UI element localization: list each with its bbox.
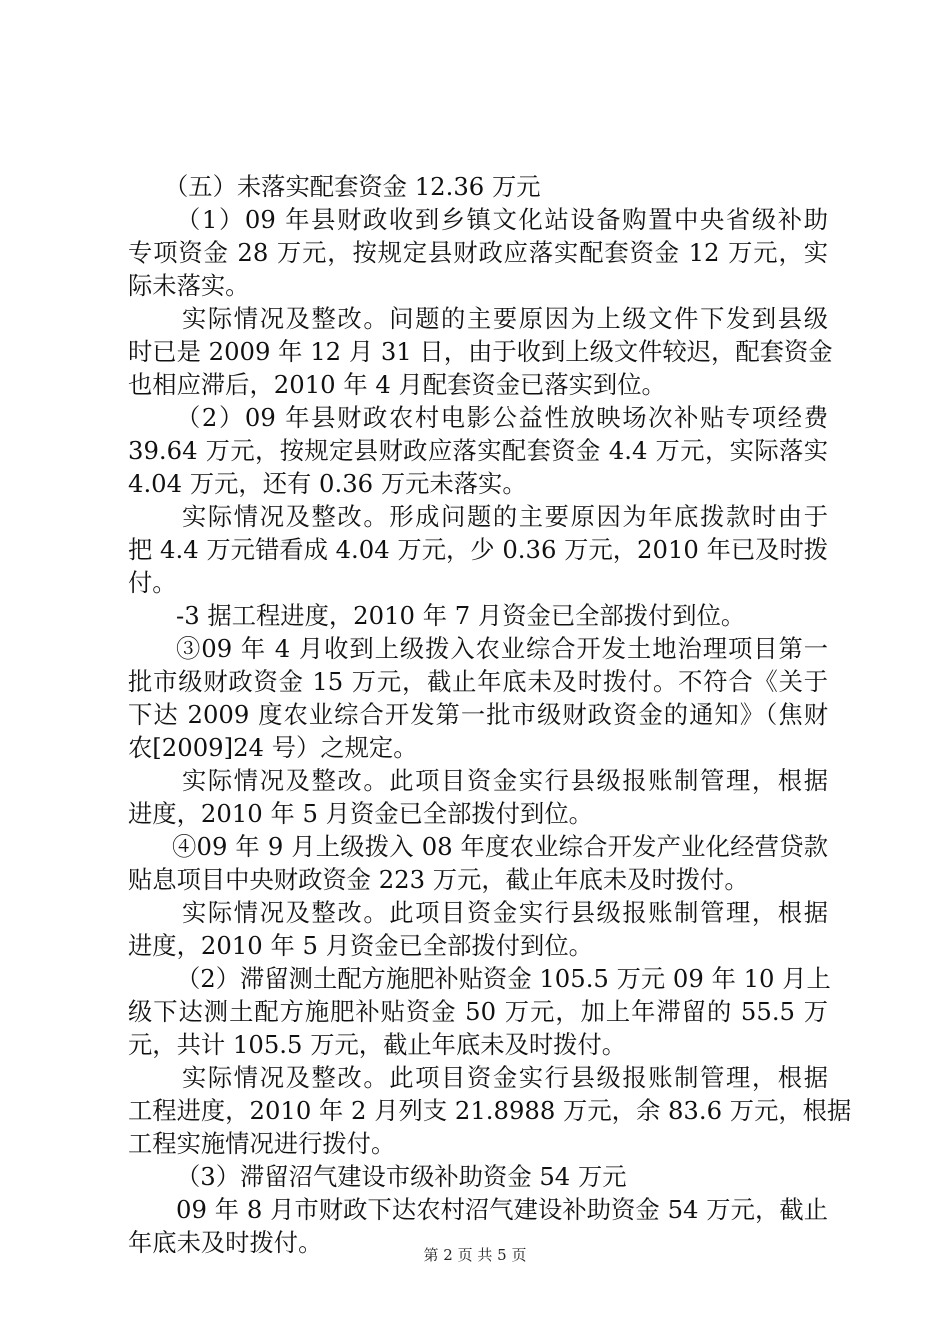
paragraph-line: 批市级财政资金 15 万元，截止年底未及时拨付。不符合《关于 (128, 667, 828, 696)
paragraph-line: 年底未及时拨付。 (128, 1228, 323, 1257)
paragraph-line: 付。 (128, 568, 177, 597)
paragraph-line: 39.64 万元，按规定县财政应落实配套资金 4.4 万元，实际落实 (128, 436, 828, 465)
paragraph-line: 09 年 8 月市财政下达农村沼气建设补助资金 54 万元，截止 (176, 1195, 828, 1224)
paragraph-line: 进度，2010 年 5 月资金已全部拨付到位。 (128, 931, 593, 960)
paragraph-line: （1）09 年县财政收到乡镇文化站设备购置中央省级补助 (176, 205, 828, 234)
paragraph-line: 农[2009]24 号）之规定。 (128, 733, 418, 762)
document-body (128, 170, 852, 1259)
paragraph-line: 也相应滞后，2010 年 4 月配套资金已落实到位。 (128, 370, 666, 399)
paragraph-line: 把 4.4 万元错看成 4.04 万元，少 0.36 万元，2010 年已及时拨 (128, 535, 829, 564)
paragraph-line: ③09 年 4 月收到上级拨入农业综合开发土地治理项目第一 (176, 634, 828, 663)
paragraph-line: ④09 年 9 月上级拨入 08 年度农业综合开发产业化经营贷款 (172, 832, 828, 861)
paragraph-line: 下达 2009 度农业综合开发第一批市级财政资金的通知》（焦财 (128, 700, 828, 729)
paragraph-line: 实际情况及整改。此项目资金实行县级报账制管理，根据 (182, 898, 828, 927)
section-heading: （五）未落实配套资金 12.36 万元 (164, 172, 541, 201)
paragraph-line: 工程进度，2010 年 2 月列支 21.8988 万元，余 83.6 万元，根据 (128, 1096, 852, 1125)
paragraph-line: 实际情况及整改。此项目资金实行县级报账制管理，根据 (182, 766, 828, 795)
paragraph-line: 进度，2010 年 5 月资金已全部拨付到位。 (128, 799, 593, 828)
paragraph-line: 元，共计 105.5 万元，截止年底未及时拨付。 (128, 1030, 627, 1059)
paragraph-line: 际未落实。 (128, 271, 250, 300)
page-number-label: 第 2 页 共 5 页 (423, 1246, 527, 1264)
paragraph-line: （2）滞留测土配方施肥补贴资金 105.5 万元 09 年 10 月上 (176, 964, 831, 993)
paragraph-line: 实际情况及整改。此项目资金实行县级报账制管理，根据 (182, 1063, 828, 1092)
paragraph-line: 级下达测土配方施肥补贴资金 50 万元，加上年滞留的 55.5 万 (128, 997, 828, 1026)
paragraph-line: （2）09 年县财政农村电影公益性放映场次补贴专项经费 (176, 403, 828, 432)
page-footer (0, 1244, 950, 1265)
paragraph-line: 实际情况及整改。形成问题的主要原因为年底拨款时由于 (182, 502, 828, 531)
paragraph-line: （3）滞留沼气建设市级补助资金 54 万元 (176, 1162, 627, 1191)
paragraph-line: -3 据工程进度，2010 年 7 月资金已全部拨付到位。 (176, 601, 746, 630)
paragraph-line: 专项资金 28 万元，按规定县财政应落实配套资金 12 万元，实 (128, 238, 828, 267)
paragraph-line: 实际情况及整改。问题的主要原因为上级文件下发到县级 (182, 304, 828, 333)
paragraph-line: 4.04 万元，还有 0.36 万元未落实。 (128, 469, 527, 498)
paragraph-line: 时已是 2009 年 12 月 31 日，由于收到上级文件较迟，配套资金 (128, 337, 833, 366)
paragraph-line: 贴息项目中央财政资金 223 万元，截止年底未及时拨付。 (128, 865, 749, 894)
paragraph-line: 工程实施情况进行拨付。 (128, 1129, 396, 1158)
